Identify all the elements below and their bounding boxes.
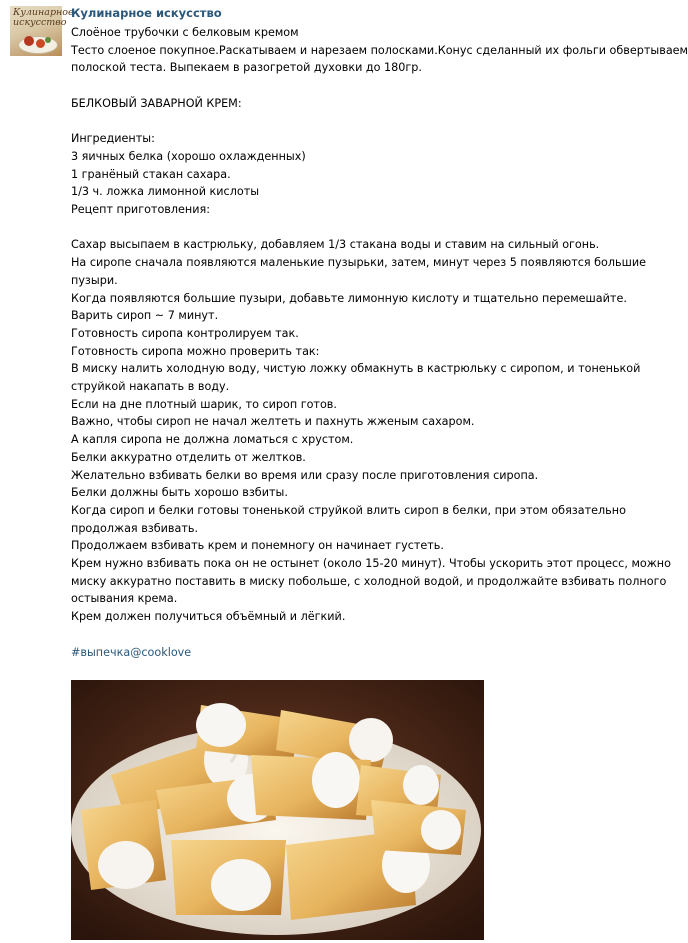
post-line: Крем должен получиться объёмный и лёгкий. (71, 610, 346, 624)
post-line: Желательно взбивать белки во время или сразу после приготовления сиропа. (71, 468, 539, 482)
post-line: 1 гранёный стакан сахара. (71, 167, 231, 181)
avatar-logo-text: Кулинарное искусство (13, 7, 74, 28)
post-blank-line (71, 77, 599, 95)
post-line: миску аккуратно поставить в миску побольше, с холодной водой, и продолжайте взбивать полного (71, 574, 667, 588)
avatar-food (24, 36, 34, 46)
post-line: Важно, чтобы сироп не начал желтеть и пахнуть жженым сахаром. (71, 415, 475, 429)
post-blank-line (71, 113, 599, 131)
post-line: Тесто слоеное покупное.Раскатываем и нарезаем полосками.Конус сделанный их фольги обвертываем (71, 43, 688, 57)
post-line: Если на дне плотный шарик, то сироп готов. (71, 397, 337, 411)
post-line: В миску налить холодную воду, чистую ложку обмакнуть в кастрюльку с сиропом, и тоненькой (71, 362, 641, 376)
post-line: Когда сироп и белки готовы тоненькой струйкой влить сироп в белки, при этом обязательно (71, 503, 626, 517)
post-line: Варить сироп ~ 7 минут. (71, 309, 219, 323)
post-line: Когда появляются большие пузыри, добавьте лимонную кислоту и тщательно перемешайте. (71, 291, 627, 305)
post-line: Крем нужно взбивать пока он не остынет (около 15-20 минут). Чтобы ускорить этот процесс, можно (71, 557, 671, 571)
post-blank-line (71, 219, 599, 237)
post-header (71, 6, 222, 20)
post-line: продолжая взбивать. (71, 521, 199, 535)
pastry-horn (171, 840, 286, 915)
community-avatar[interactable] (10, 6, 74, 56)
pastry-photo-svg (71, 680, 484, 940)
post-line: Готовность сиропа можно проверить так: (71, 344, 320, 358)
post-line: БЕЛКОВЫЙ ЗАВАРНОЙ КРЕМ: (71, 96, 242, 110)
post-line: Белки аккуратно отделить от желтков. (71, 450, 306, 464)
post-line: полоской теста. Выпекаем в разогретой духовки до 180гр. (71, 61, 422, 75)
post-line: пузыри. (71, 273, 118, 287)
post-blank-line (71, 626, 599, 644)
hashtag-link[interactable]: #выпечка@cooklove (71, 645, 192, 659)
avatar-food (36, 39, 45, 48)
avatar-leaf (45, 37, 51, 43)
post-line: Ингредиенты: (71, 132, 155, 146)
post-line: 1/3 ч. ложка лимонной кислоты (71, 185, 260, 199)
pastry-horn (251, 752, 371, 820)
post-line: А капля сиропа не должна ломаться с хрустом. (71, 433, 354, 447)
post-line: На сиропе сначала появляются маленькие пузырьки, затем, минут через 5 появляются большие (71, 256, 647, 270)
post-line: Слоёное трубочки с белковым кремом (71, 26, 299, 39)
community-name-link[interactable]: Кулинарное искусство (71, 6, 222, 20)
pastry-horn (81, 800, 166, 890)
post-text (71, 24, 688, 661)
post-line: 3 яичных белка (хорошо охлажденных) (71, 149, 306, 163)
post-line: Рецепт приготовления: (71, 203, 210, 216)
post-line: струйкой накапать в воду. (71, 380, 230, 394)
post-line: Продолжаем взбивать крем и понемногу он начинает густеть. (71, 539, 444, 553)
post-line: Готовность сиропа контролируем так. (71, 326, 299, 340)
post-line: остывания крема. (71, 592, 178, 606)
post-line: Белки должны быть хорошо взбиты. (71, 486, 288, 500)
post-line: Сахар высыпаем в кастрюльку, добавляем 1/3 стакана воды и ставим на сильный огонь. (71, 238, 600, 252)
post-photo[interactable] (71, 680, 484, 940)
